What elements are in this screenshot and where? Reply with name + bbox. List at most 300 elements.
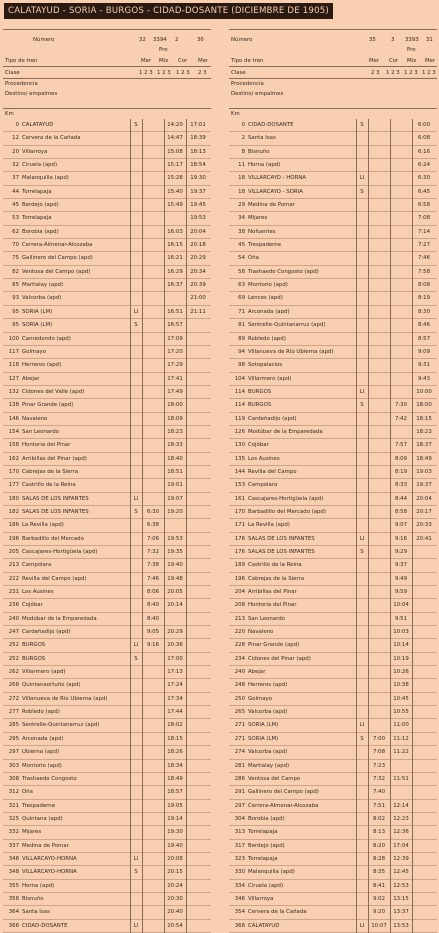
- column-divider: [186, 119, 187, 933]
- time-cell: 9:09: [417, 348, 431, 355]
- table-row: [3, 252, 211, 265]
- numero-label: Número: [33, 37, 55, 43]
- table-row: [3, 800, 211, 813]
- station-cell: Bisnuño: [248, 148, 270, 155]
- time-cell: 8:57: [417, 335, 431, 342]
- time-cell: 20:08: [167, 855, 183, 862]
- table-row: [229, 306, 437, 319]
- table-row: [3, 733, 211, 746]
- station-cell: San Leonardo: [22, 428, 59, 435]
- time-cell: 16:03: [167, 228, 183, 235]
- km-cell: 126: [234, 428, 245, 435]
- km-cell: 69: [238, 295, 245, 302]
- km-cell: 18: [238, 175, 245, 182]
- time-cell: 16:29: [167, 268, 183, 275]
- time-cell: 17:41: [167, 375, 183, 382]
- table-row: [229, 693, 437, 706]
- station-cell: Villarroya: [248, 895, 274, 902]
- time-cell: 21:00: [190, 295, 206, 302]
- numero-val: 3394: [153, 37, 167, 43]
- time-cell: 18:40: [167, 455, 183, 462]
- tipo-val: Mer: [141, 58, 152, 64]
- station-cell: Castrillo de la Reina: [22, 482, 76, 489]
- km-cell: 308: [8, 775, 19, 782]
- km-cell: 271: [234, 735, 245, 742]
- station-cell: Sotopalacios: [248, 362, 283, 369]
- station-cell: SALAS DE LOS INFANTES: [248, 535, 315, 542]
- km-cell: 132: [8, 388, 19, 395]
- time-cell: 20:04: [190, 228, 206, 235]
- table-row: [229, 679, 437, 692]
- table-row: [229, 346, 437, 359]
- station-cell: SALAS DE LOS INFANTES: [22, 508, 89, 515]
- time-cell: 8:20: [372, 842, 386, 849]
- table-row: [3, 706, 211, 719]
- time-cell: 10:00: [416, 388, 432, 395]
- destino-label: Destino/ empalmes: [5, 91, 58, 97]
- time-cell: 13:15: [393, 895, 409, 902]
- station-cell: Quintanaortuño (apd): [22, 682, 81, 689]
- header-pro-row: [229, 45, 437, 55]
- time-cell: 17:04: [393, 842, 409, 849]
- station-cell: Montorio (apd): [22, 762, 62, 769]
- time-cell: 20:05: [167, 589, 183, 596]
- station-cell: Cardeñadijo (apd): [248, 415, 297, 422]
- numero-val: 31: [426, 37, 433, 43]
- table-row: [3, 866, 211, 879]
- time-cell: 18:34: [167, 762, 183, 769]
- km-cell: 355: [8, 882, 19, 889]
- table-row: [3, 306, 211, 319]
- km-cell: 325: [8, 815, 19, 822]
- km-cell: 364: [8, 909, 19, 916]
- time-cell: 8:08: [417, 282, 431, 289]
- station-cell: Valcorba (apd): [248, 749, 288, 756]
- km-cell: 346: [234, 895, 245, 902]
- time-cell: 8:41: [372, 882, 386, 889]
- time-cell: 7:32: [146, 549, 160, 555]
- time-cell: 8:30: [417, 308, 431, 315]
- time-cell: 6:38: [146, 522, 160, 529]
- km-cell: 58: [238, 268, 245, 275]
- clase-val: 2 3: [198, 70, 207, 76]
- numero-val: 2: [175, 37, 179, 43]
- station-cell: Horna (apd): [22, 882, 55, 889]
- station-cell: Ventosa del Campo (apd): [22, 268, 91, 275]
- time-cell: 9:05: [146, 629, 160, 636]
- km-cell: 170: [234, 508, 245, 515]
- time-cell: 19:37: [416, 482, 432, 489]
- clase-val: 1 2 3: [157, 70, 171, 76]
- time-cell: 8:02: [372, 815, 386, 822]
- table-row: [229, 719, 437, 732]
- table-row: [229, 279, 437, 292]
- table-row: [229, 746, 437, 759]
- station-cell: Modúbar de la Emparedada: [248, 428, 323, 435]
- time-cell: 7:40: [372, 789, 386, 796]
- station-cell: Revilla del Campo (apd): [22, 575, 87, 582]
- time-cell: 7:38: [146, 562, 160, 569]
- km-cell: 213: [234, 615, 245, 622]
- table-row: [229, 212, 437, 225]
- table-row: [3, 466, 211, 479]
- km-cell: 271: [234, 722, 245, 729]
- table-row: [3, 386, 211, 399]
- time-cell: 9:16: [146, 642, 160, 649]
- station-cell: VILLARCAYO-HORNA: [22, 869, 77, 876]
- time-cell: 18:15: [416, 415, 432, 422]
- km-label: Km: [5, 111, 14, 117]
- time-cell: 17:34: [167, 695, 183, 702]
- tipo-val: Cor: [178, 58, 188, 64]
- time-cell: 7:06: [146, 535, 160, 542]
- station-cell: Revilla del Campo: [248, 468, 297, 475]
- panel-left: [3, 29, 211, 929]
- station-cell: Montorio (apd): [248, 282, 288, 289]
- station-cell: Villarmero (apd): [248, 375, 292, 382]
- station-cell: Hontoria del Pinar: [248, 602, 297, 609]
- station-cell: SORIA (LM): [248, 735, 279, 742]
- table-row: [229, 559, 437, 572]
- time-cell: 18:57: [167, 789, 183, 796]
- table-row: [229, 226, 437, 239]
- time-cell: 18:26: [167, 749, 183, 756]
- time-cell: 9:16: [394, 535, 408, 542]
- time-cell: 8:19: [394, 468, 408, 475]
- time-cell: 9:59: [394, 589, 408, 596]
- table-row: [3, 760, 211, 773]
- panel-right: [229, 29, 437, 929]
- header-tipo-row: [229, 56, 437, 66]
- km-cell: 330: [234, 869, 245, 876]
- km-cell: 94: [238, 348, 245, 355]
- station-cell: Lences (apd): [248, 295, 283, 302]
- table-row: [3, 653, 211, 666]
- table-row: [229, 599, 437, 612]
- table-row: [3, 880, 211, 893]
- km-cell: 323: [234, 855, 245, 862]
- station-cell: Hontoria del Pinar: [22, 442, 71, 449]
- station-cell: Ciruela (apd): [248, 882, 284, 889]
- km-cell: 104: [234, 375, 245, 382]
- time-cell: 7:08: [417, 215, 431, 222]
- station-cell: SORIA (LM): [22, 308, 53, 315]
- station-cell: La Revilla (apd): [248, 522, 290, 529]
- mark-cell: LI: [359, 722, 365, 729]
- station-cell: Trespaderne: [248, 242, 282, 249]
- column-divider: [390, 119, 391, 933]
- station-cell: Quintana (apd): [22, 815, 63, 822]
- time-cell: 6:30: [146, 508, 160, 515]
- tipo-val: Mer: [198, 58, 209, 64]
- station-cell: Santa Isas: [248, 135, 276, 142]
- station-cell: Abejar: [22, 375, 40, 382]
- time-cell: 15:28: [167, 175, 183, 182]
- station-cell: Ubierna (apd): [22, 749, 60, 756]
- km-cell: 177: [8, 482, 19, 489]
- km-cell: 117: [8, 348, 19, 355]
- km-cell: 127: [8, 375, 19, 382]
- time-cell: 20:29: [190, 255, 206, 262]
- station-cell: La Revilla (apd): [22, 522, 64, 529]
- station-cell: Ciruela (apd): [22, 162, 58, 169]
- station-cell: Navaleno: [248, 629, 274, 636]
- station-cell: CALATAYUD: [248, 922, 280, 929]
- clase-val: 1 2 3: [139, 70, 153, 76]
- station-cell: Horna (apd): [248, 162, 281, 169]
- time-cell: 16:37: [167, 282, 183, 289]
- time-cell: 20:29: [167, 629, 183, 636]
- time-cell: 9:43: [417, 375, 431, 382]
- time-cell: 11:22: [393, 749, 409, 756]
- table-row: [229, 786, 437, 799]
- table-row: [229, 666, 437, 679]
- station-cell: Arconada (apd): [248, 308, 290, 315]
- table-row: [3, 586, 211, 599]
- station-cell: Trashaedo Congosto (apd): [248, 268, 319, 275]
- time-cell: 19:01: [167, 482, 183, 489]
- km-cell: 303: [8, 762, 19, 769]
- table-row: [3, 746, 211, 759]
- station-cell: Campolara: [248, 482, 278, 489]
- table-row: [229, 866, 437, 879]
- table-row: [3, 373, 211, 386]
- table-row: [3, 212, 211, 225]
- time-cell: 15:17: [167, 162, 183, 169]
- table-row: [3, 626, 211, 639]
- km-cell: 247: [8, 629, 19, 636]
- mark-cell: S: [134, 869, 138, 876]
- time-cell: 18:49: [416, 455, 432, 462]
- table-row: [3, 840, 211, 853]
- km-cell: 285: [8, 722, 19, 729]
- km-cell: 144: [234, 468, 245, 475]
- km-cell: 236: [8, 602, 19, 609]
- station-cell: Arconada (apd): [22, 735, 64, 742]
- clase-val: 1 2 3: [404, 70, 418, 76]
- header-procedencia-row: [229, 79, 437, 89]
- time-cell: 9:29: [394, 549, 408, 555]
- mark-cell: LI: [133, 855, 139, 862]
- table-row: [3, 786, 211, 799]
- table-row: [229, 626, 437, 639]
- station-cell: Gallinero del Campo (apd): [22, 255, 93, 262]
- table-row: [3, 146, 211, 159]
- km-cell: 161: [234, 495, 245, 502]
- table-row: [3, 333, 211, 346]
- km-cell: 186: [8, 522, 19, 529]
- time-cell: 12:14: [393, 802, 409, 809]
- clase-label: Clase: [231, 70, 246, 76]
- station-cell: SORIA (LM): [22, 322, 53, 329]
- km-cell: 304: [234, 815, 245, 822]
- table-row: [3, 239, 211, 252]
- station-cell: Torrelapaja: [22, 188, 52, 195]
- rows-left: [3, 119, 211, 933]
- km-cell: 62: [12, 228, 19, 235]
- time-cell: 10:14: [393, 642, 409, 649]
- time-cell: 7:58: [417, 268, 431, 275]
- time-cell: 16:51: [167, 308, 183, 315]
- km-cell: 20: [12, 148, 19, 155]
- header-left: [3, 29, 211, 110]
- km-cell: 63: [238, 282, 245, 289]
- table-row: [229, 813, 437, 826]
- table-row: [3, 519, 211, 532]
- km-cell: 240: [234, 669, 245, 676]
- station-cell: Trespaderne: [22, 802, 56, 809]
- km-cell: 268: [8, 682, 19, 689]
- table-row: [229, 773, 437, 786]
- station-cell: Medina de Pomar: [22, 842, 69, 849]
- numero-val: 35: [369, 37, 376, 43]
- km-cell: 0: [241, 122, 245, 128]
- table-row: [3, 546, 211, 559]
- station-cell: Oña: [248, 255, 259, 262]
- station-cell: Herreros (apd): [22, 362, 62, 369]
- mark-cell: S: [134, 508, 138, 515]
- time-cell: 18:54: [190, 162, 206, 169]
- time-cell: 7:23: [372, 762, 386, 769]
- station-cell: Castrillo de la Reina: [248, 562, 302, 569]
- km-cell: 250: [234, 695, 245, 702]
- station-cell: Cidones del Pinar (apd): [248, 655, 311, 662]
- station-cell: VILLARCAYO-HORNA: [22, 855, 77, 862]
- km-cell: 32: [12, 162, 19, 169]
- km-cell: 317: [234, 842, 245, 849]
- station-cell: Torrelapaja: [248, 855, 278, 862]
- table-row: [3, 493, 211, 506]
- station-cell: Berdejo (apd): [22, 202, 59, 209]
- table-row: [229, 506, 437, 519]
- km-cell: 170: [8, 468, 19, 475]
- km-cell: 154: [8, 428, 19, 435]
- time-cell: 19:03: [416, 468, 432, 475]
- table-row: [3, 199, 211, 212]
- mark-cell: S: [360, 122, 364, 128]
- km-cell: 281: [234, 762, 245, 769]
- km-cell: 213: [8, 562, 19, 569]
- table-row: [229, 733, 437, 746]
- station-cell: Pinar Grande (apd): [22, 402, 74, 409]
- station-cell: Nofuentes: [248, 228, 276, 235]
- km-cell: 196: [234, 575, 245, 582]
- time-cell: 21:11: [190, 308, 206, 315]
- time-cell: 9:20: [372, 909, 386, 916]
- table-row: [229, 840, 437, 853]
- km-cell: 18: [238, 188, 245, 195]
- station-cell: Barbadillo del Mercado (apd): [248, 508, 326, 515]
- table-row: [3, 319, 211, 332]
- station-cell: Torrelapaja: [248, 829, 278, 836]
- station-cell: Mijares: [248, 215, 268, 222]
- time-cell: 19:35: [167, 549, 183, 555]
- time-cell: 16:15: [167, 242, 183, 249]
- table-row: [3, 813, 211, 826]
- km-cell: 100: [8, 335, 19, 342]
- time-cell: 6:45: [417, 188, 431, 195]
- time-cell: 8:09: [394, 455, 408, 462]
- time-cell: 10:38: [393, 682, 409, 689]
- column-divider: [368, 119, 369, 933]
- header-right: [229, 29, 437, 110]
- time-cell: 18:37: [416, 442, 432, 449]
- header-clase-row: [229, 68, 437, 78]
- km-cell: 130: [234, 442, 245, 449]
- numero-val: 3393: [405, 37, 419, 43]
- header-numero-row: [3, 35, 211, 45]
- clase-label: Clase: [5, 70, 20, 76]
- table-row: [3, 292, 211, 305]
- mark-cell: S: [360, 188, 364, 195]
- column-divider: [130, 119, 131, 933]
- station-cell: Sentrelle-Quintanarruz (apd): [248, 322, 326, 329]
- station-cell: CIDAD-DOSANTE: [22, 922, 68, 929]
- km-cell: 114: [234, 402, 245, 409]
- time-cell: 17:49: [167, 388, 183, 395]
- time-cell: 10:55: [393, 709, 409, 716]
- time-cell: 8:33: [394, 482, 408, 489]
- header-procedencia-row: [3, 79, 211, 89]
- time-cell: 9:07: [394, 522, 408, 529]
- station-cell: BURGOS: [22, 642, 46, 649]
- table-row: [229, 359, 437, 372]
- time-cell: 9:49: [394, 575, 408, 582]
- time-cell: 8:46: [417, 322, 431, 329]
- time-cell: 18:02: [167, 722, 183, 729]
- clase-val: 1 2 3: [176, 70, 190, 76]
- km-cell: 277: [8, 709, 19, 716]
- time-cell: 9:02: [372, 895, 386, 902]
- mark-cell: LI: [359, 175, 365, 182]
- station-cell: VILLARCAYO - SORIA: [248, 188, 303, 195]
- km-cell: 114: [234, 388, 245, 395]
- station-cell: Villarroya: [22, 148, 48, 155]
- numero-val: 36: [197, 37, 204, 43]
- time-cell: 17:44: [167, 709, 183, 716]
- km-cell: 45: [238, 242, 245, 249]
- numero-val: 32: [139, 37, 146, 43]
- km-cell: 366: [234, 922, 245, 929]
- table-row: [229, 426, 437, 439]
- time-cell: 18:39: [190, 135, 206, 142]
- km-cell: 95: [12, 322, 19, 329]
- station-cell: Torrelapaja: [22, 215, 52, 222]
- table-row: [229, 439, 437, 452]
- time-cell: 15:49: [167, 202, 183, 209]
- station-cell: Los Ausines: [248, 455, 280, 462]
- station-cell: Berdejo (apd): [248, 842, 285, 849]
- station-cell: Cervera de la Cañada: [248, 909, 307, 916]
- km-cell: 231: [8, 589, 19, 596]
- km-cell: 297: [8, 749, 19, 756]
- km-cell: 312: [8, 789, 19, 796]
- km-cell: 95: [12, 308, 19, 315]
- table-row: [229, 920, 437, 933]
- table-row: [229, 252, 437, 265]
- table-row: [3, 506, 211, 519]
- time-cell: 8:40: [146, 602, 160, 609]
- time-cell: 19:48: [167, 575, 183, 582]
- km-cell: 162: [8, 455, 19, 462]
- tipo-val: Mer: [425, 58, 436, 64]
- station-cell: Cascajares-Hortigüela (apd): [248, 495, 324, 502]
- km-cell: 11: [238, 162, 245, 169]
- table-row: [3, 453, 211, 466]
- time-cell: 20:36: [167, 642, 183, 649]
- time-cell: 18:00: [167, 402, 183, 409]
- time-cell: 10:03: [393, 629, 409, 636]
